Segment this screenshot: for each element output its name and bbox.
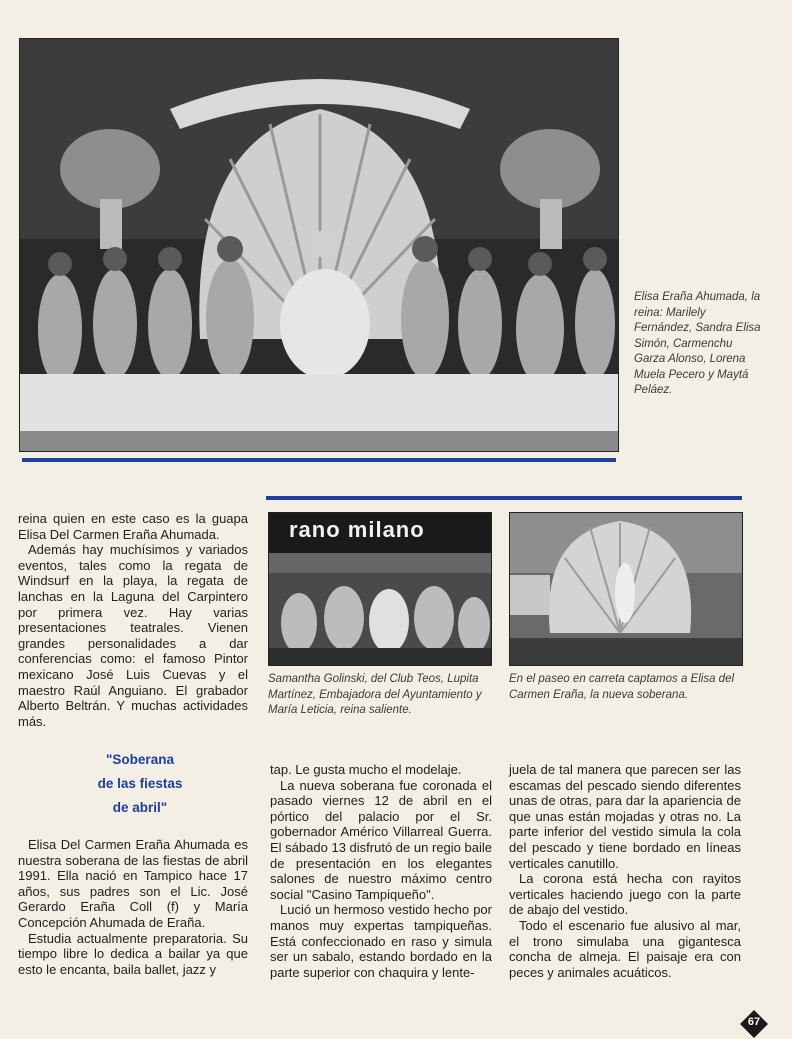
paragraph: Todo el escenario fue alusivo al mar, el trono simulaba una gigantesca concha de almeja. El paisaje era con peces y animales acuáticos. — [509, 917, 741, 980]
paragraph: Lució un hermoso vestido hecho por manos muy expertas tampiqueñas. Está confeccionado en raso y simula ser un sabalo, estando bordado en la parte superior con chaquira y lente- — [270, 902, 492, 980]
page-number: 67 — [747, 1016, 761, 1028]
carriage-photo — [509, 512, 743, 666]
paragraph: Estudia actualmente preparatoria. Su tiempo libre lo dedica a bailar ya que esto le encanta, baila ballet, jazz y — [18, 930, 248, 977]
store-sign: rano milano — [289, 517, 425, 542]
main-photo-caption: Elisa Eraña Ahumada, la reina: Marilely Fernández, Sandra Elisa Simón, Carmenchu Garza Alonso, Lorena Muela Pecero y Maytá Peláez. — [634, 291, 761, 396]
pull-quote-line: de las fiestas — [97, 776, 183, 791]
article-column-2 — [270, 762, 492, 980]
main-photo — [19, 38, 619, 452]
carriage-caption: En el paseo en carreta captamos a Elisa del Carmen Eraña, la nueva soberana. — [509, 673, 735, 701]
carriage-scene — [510, 513, 742, 665]
article-column-3 — [509, 762, 741, 980]
pull-quote — [60, 748, 220, 820]
parade-float-caption: Samantha Golinski, del Club Teos, Lupita Martínez, Embajadora del Ayuntamiento y María Leticia, reina saliente. — [268, 673, 482, 716]
paragraph: Elisa Del Carmen Eraña Ahumada es nuestra soberana de las fiestas de abril 1991. Ella nació en Tampico hace 17 años, sus padres son el Lic. José Gerardo Eraña Coll (f) y María Concepción Ahumada de Eraña. — [18, 837, 248, 930]
paragraph: juela de tal manera que parecen ser las escamas del pescado siendo diferentes unas de otras, para dar la apariencia de que unas están mojadas y otras no. La parte inferior del vestido simula la cola del pescado y tiene bordado en líneas verticales canutillo. — [509, 762, 741, 871]
paragraph: tap. Le gusta mucho el modelaje. — [270, 762, 462, 777]
paragraph: La nueva soberana fue coronada el pasado viernes 12 de abril en el pórtico del palacio por el Sr. gobernador Américo Villarreal Guerra. El sábado 13 disfrutó de un regio baile de presentación en los elegantes salones de nuestro máximo centro social "Casino Tampiqueño". — [270, 777, 492, 902]
main-photo-scene — [20, 39, 618, 451]
divider-rule-top — [22, 458, 616, 462]
pull-quote-line: "Soberana — [106, 752, 174, 767]
article-column-1-bottom — [18, 837, 248, 977]
divider-rule-mid — [266, 496, 742, 500]
article-column-1-top — [18, 511, 248, 729]
parade-float-photo — [268, 512, 492, 666]
paragraph: reina quien en este caso es la guapa Elisa Del Carmen Eraña Ahumada. — [18, 511, 248, 542]
paragraph: La corona está hecha con rayitos verticales haciendo juego con la parte de abajo del vestido. — [509, 871, 741, 918]
pull-quote-line: de abril" — [112, 800, 168, 815]
paragraph: Además hay muchísimos y variados eventos, tales como la regata de Windsurf en la playa, la regata de lanchas en la Laguna del Carpintero por primera vez. Hay varias presentaciones teatrales. Vienen grandes personalidades a dar conferencias como: el famoso Pintor mexicano José Luis Cuevas y el maestro Raúl Anguiano. El grabador Alberto Beltrán. Y muchas actividades más. — [18, 542, 248, 729]
